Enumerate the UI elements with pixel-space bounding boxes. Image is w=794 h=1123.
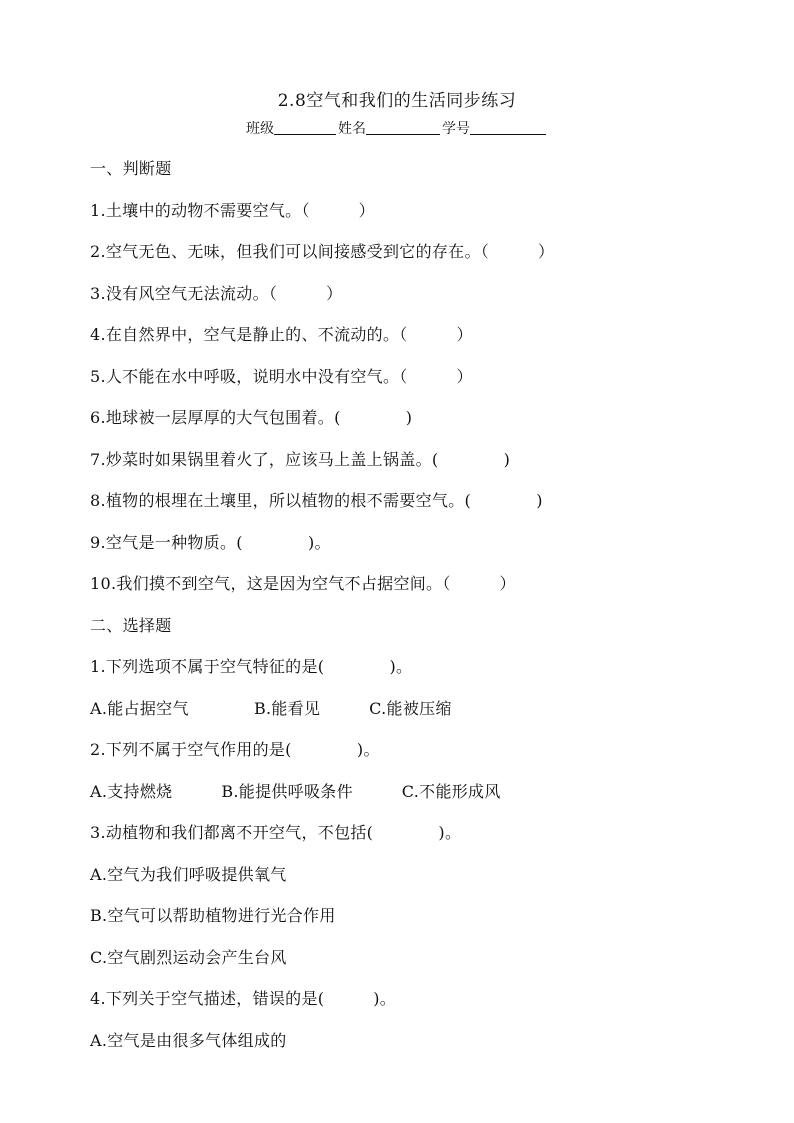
option-mc-3-a: A.空气为我们呼吸提供氧气 <box>90 865 287 884</box>
name-label: 姓名 <box>338 121 366 137</box>
question-tf-2: 2.空气无色、无味，但我们可以间接感受到它的存在。（ ） <box>90 242 555 261</box>
student-info-line <box>0 118 794 138</box>
question-tf-8: 8.植物的根埋在土壤里，所以植物的根不需要空气。( ) <box>90 491 543 510</box>
section-heading-true-false: 一、判断题 <box>90 159 172 178</box>
option-mc-3-b: B.空气可以帮助植物进行光合作用 <box>90 906 336 925</box>
number-label: 学号 <box>442 121 470 137</box>
question-tf-1: 1.土壤中的动物不需要空气。（ ） <box>90 201 375 220</box>
question-tf-5: 5.人不能在水中呼吸，说明水中没有空气。（ ） <box>90 367 473 386</box>
options-mc-1: A.能占据空气 B.能看见 C.能被压缩 <box>90 699 452 718</box>
option-mc-4-a: A.空气是由很多气体组成的 <box>90 1031 287 1050</box>
question-mc-1: 1.下列选项不属于空气特征的是( )。 <box>90 657 413 676</box>
question-mc-3: 3.动植物和我们都离不开空气，不包括( )。 <box>90 823 462 842</box>
question-tf-4: 4.在自然界中，空气是静止的、不流动的。（ ） <box>90 325 473 344</box>
question-tf-3: 3.没有风空气无法流动。（ ） <box>90 284 343 303</box>
name-blank <box>366 120 440 135</box>
class-label: 班级 <box>246 121 274 137</box>
class-blank <box>274 120 336 135</box>
question-tf-6: 6.地球被一层厚厚的大气包围着。( ) <box>90 408 413 427</box>
section-heading-multiple-choice: 二、选择题 <box>90 616 172 635</box>
page-title: 2.8空气和我们的生活同步练习 <box>277 91 517 111</box>
question-tf-10: 10.我们摸不到空气，这是因为空气不占据空间。（ ） <box>90 574 516 593</box>
question-mc-2: 2.下列不属于空气作用的是( )。 <box>90 740 380 759</box>
question-tf-7: 7.炒菜时如果锅里着火了，应该马上盖上锅盖。( ) <box>90 450 511 469</box>
number-blank <box>470 120 546 135</box>
options-mc-2: A.支持燃烧 B.能提供呼吸条件 C.不能形成风 <box>90 782 501 801</box>
option-mc-3-c: C.空气剧烈运动会产生台风 <box>90 948 287 967</box>
question-mc-4: 4.下列关于空气描述，错误的是( )。 <box>90 989 397 1008</box>
question-tf-9: 9.空气是一种物质。( )。 <box>90 533 331 552</box>
